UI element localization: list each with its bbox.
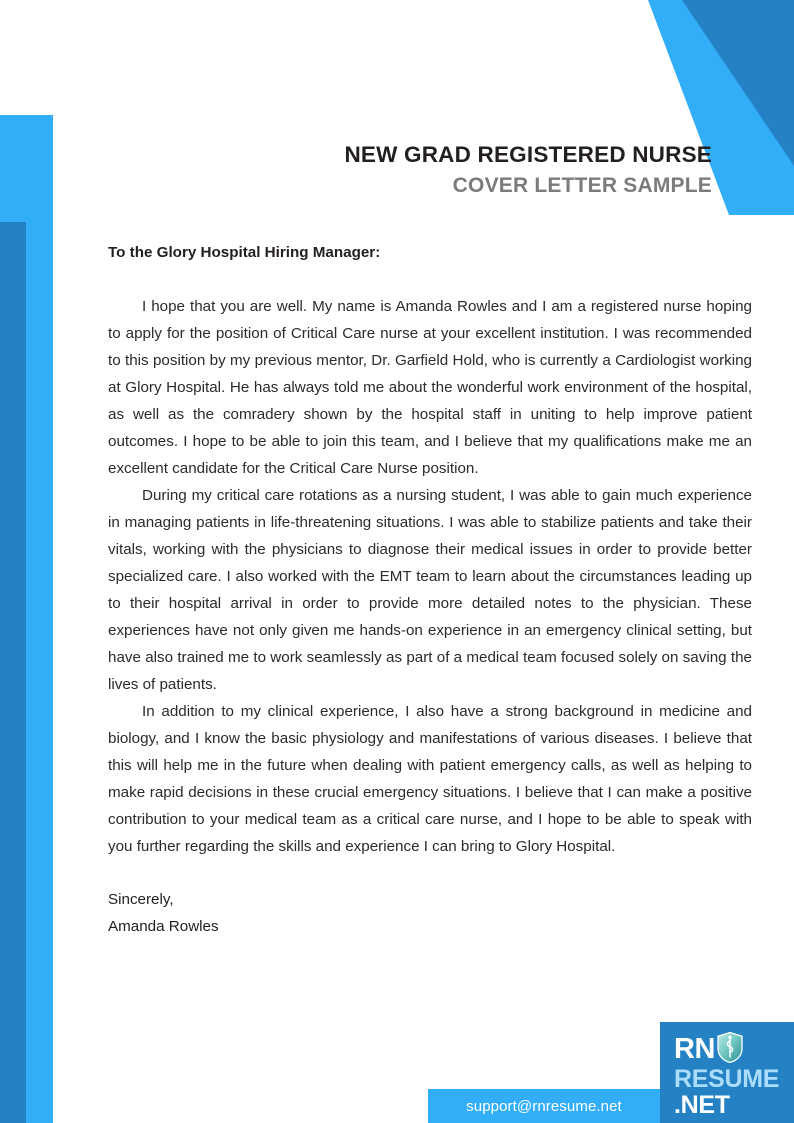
document-heading (108, 140, 712, 200)
logo-text-net: .NET (674, 1091, 730, 1119)
logo-text-resume: RESUME (674, 1065, 780, 1093)
letter-body (108, 242, 752, 940)
letter-paragraph-3: In addition to my clinical experience, I also have a strong background in medicine and biology, and I know the basic physiology and manifestations of various diseases. I believe that this will help me in the future when dealing with patient emergency calls, as well as helping to make rapid decisions in these crucial emergency situations. I believe that I can make a positive contribution to your medical team as a critical care nurse, and I hope to be able to speak with you further regarding the skills and experience I can bring to Glory Hospital. (108, 702, 752, 855)
signature-name: Amanda Rowles (108, 917, 219, 935)
logo-text-rn: RN (674, 1033, 715, 1065)
contact-email-text: support@rnresume.net (466, 1097, 622, 1115)
page-subtitle: COVER LETTER SAMPLE (452, 173, 712, 197)
salutation: To the Glory Hospital Hiring Manager: (108, 244, 381, 261)
letter-paragraph-2: During my critical care rotations as a nursing student, I was able to gain much experience in managing patients in life-threatening situations. I was able to stabilize patients and take their vitals, working with the physicians to diagnose their medical issues in order to provide better specialized care. I also worked with the EMT team to learn about the circumstances leading up to their hospital arrival in order to provide more detailed notes to the physician. These experiences have not only given me hands-on experience in an emergency clinical setting, but have also trained me to work seamlessly as part of a medical team focused solely on saving the lives of patients. (108, 486, 752, 693)
contact-email-bar[interactable] (428, 1089, 660, 1123)
page-title: NEW GRAD REGISTERED NURSE (344, 142, 712, 167)
medical-shield-icon (717, 1032, 743, 1068)
left-accent-bar-dark (0, 222, 26, 1123)
letter-paragraph-1: I hope that you are well. My name is Amanda Rowles and I am a registered nurse hoping to apply for the position of Critical Care nurse at your excellent institution. I was recommended to this position by my previous mentor, Dr. Garfield Hold, who is currently a Cardiologist working at Glory Hospital. He has always told me about the wonderful work environment of the hospital, as well as the comradery shown by the hospital staff in uniting to help improve patient outcomes. I hope to be able to join this team, and I believe that my qualifications make me an excellent candidate for the Critical Care Nurse position. (108, 297, 752, 477)
closing-line: Sincerely, (108, 890, 174, 908)
signature-block (108, 886, 752, 940)
rnresume-logo[interactable] (660, 1022, 794, 1123)
